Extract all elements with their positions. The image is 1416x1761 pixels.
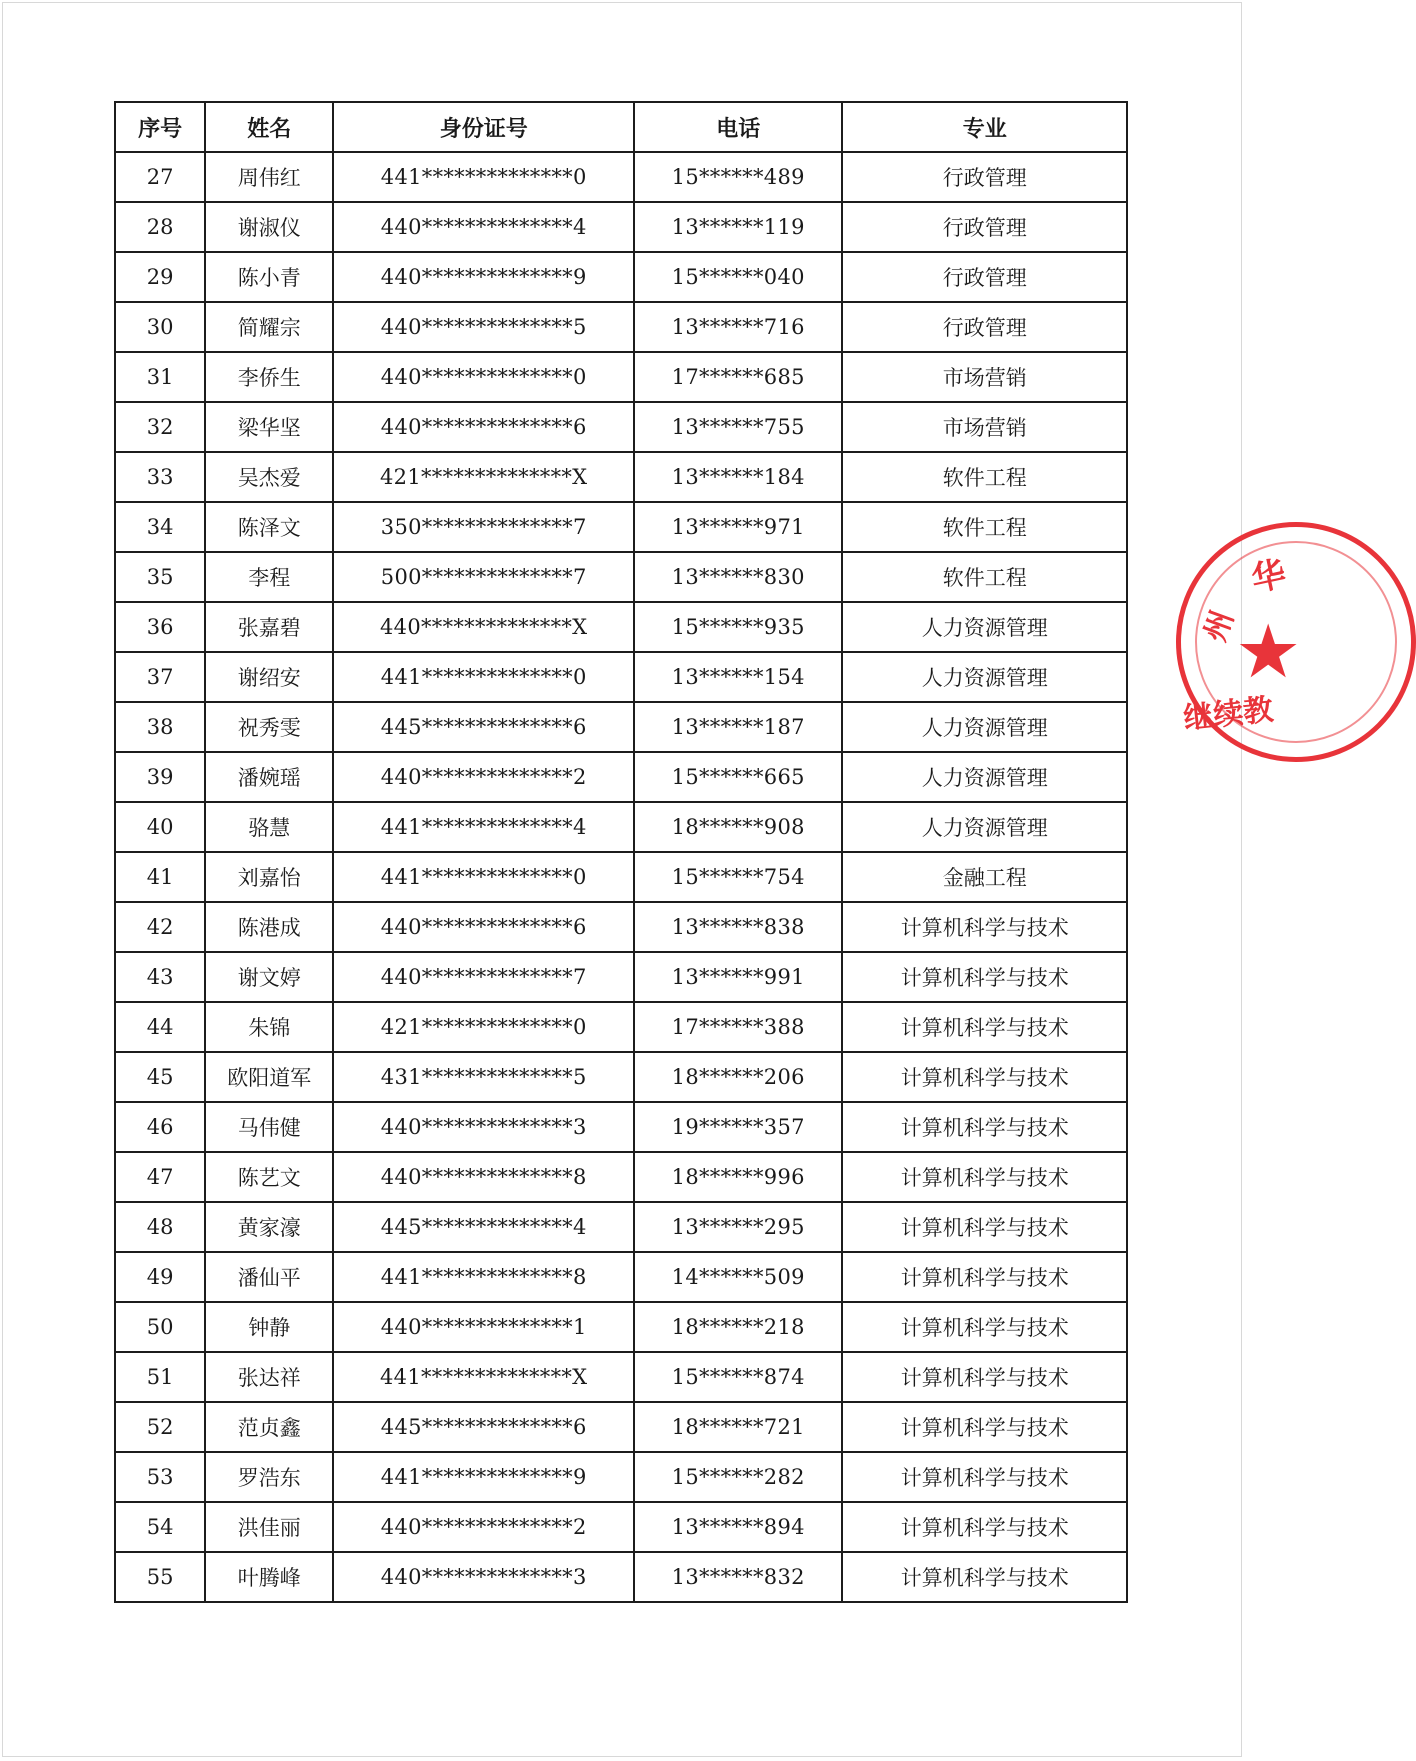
cell-index: 28 xyxy=(115,202,205,252)
cell-phone: 18******996 xyxy=(634,1152,842,1202)
cell-id-number: 440**************6 xyxy=(333,402,634,452)
cell-phone: 13******971 xyxy=(634,502,842,552)
seal-star-icon: ★ xyxy=(1235,609,1302,695)
table-row xyxy=(115,1502,1127,1552)
cell-major: 行政管理 xyxy=(842,152,1127,202)
cell-phone: 13******119 xyxy=(634,202,842,252)
cell-major: 计算机科学与技术 xyxy=(842,1302,1127,1352)
cell-phone: 13******838 xyxy=(634,902,842,952)
cell-index: 33 xyxy=(115,452,205,502)
cell-name: 陈泽文 xyxy=(205,502,333,552)
cell-phone: 13******154 xyxy=(634,652,842,702)
seal-text-top: 华 xyxy=(1247,553,1290,601)
header-index: 序号 xyxy=(115,102,205,152)
table-row xyxy=(115,1302,1127,1352)
table-row xyxy=(115,502,1127,552)
cell-major: 人力资源管理 xyxy=(842,602,1127,652)
cell-major: 计算机科学与技术 xyxy=(842,1052,1127,1102)
cell-id-number: 440**************5 xyxy=(333,302,634,352)
cell-name: 谢绍安 xyxy=(205,652,333,702)
header-phone: 电话 xyxy=(634,102,842,152)
cell-name: 张达祥 xyxy=(205,1352,333,1402)
cell-name: 陈港成 xyxy=(205,902,333,952)
cell-major: 软件工程 xyxy=(842,552,1127,602)
cell-major: 计算机科学与技术 xyxy=(842,1402,1127,1452)
cell-phone: 13******295 xyxy=(634,1202,842,1252)
cell-id-number: 445**************4 xyxy=(333,1202,634,1252)
cell-id-number: 441**************4 xyxy=(333,802,634,852)
cell-id-number: 441**************9 xyxy=(333,1452,634,1502)
table-row xyxy=(115,702,1127,752)
cell-index: 31 xyxy=(115,352,205,402)
table-row xyxy=(115,452,1127,502)
table-row xyxy=(115,852,1127,902)
cell-index: 36 xyxy=(115,602,205,652)
cell-name: 朱锦 xyxy=(205,1002,333,1052)
cell-id-number: 440**************0 xyxy=(333,352,634,402)
cell-index: 29 xyxy=(115,252,205,302)
cell-index: 30 xyxy=(115,302,205,352)
cell-major: 计算机科学与技术 xyxy=(842,952,1127,1002)
cell-id-number: 441**************8 xyxy=(333,1252,634,1302)
cell-id-number: 440**************X xyxy=(333,602,634,652)
cell-phone: 13******830 xyxy=(634,552,842,602)
table-row xyxy=(115,1552,1127,1602)
seal-text-bottom: 继续教 xyxy=(1181,692,1275,737)
table-row xyxy=(115,802,1127,852)
cell-index: 37 xyxy=(115,652,205,702)
cell-id-number: 500**************7 xyxy=(333,552,634,602)
cell-name: 李程 xyxy=(205,552,333,602)
cell-phone: 13******184 xyxy=(634,452,842,502)
cell-index: 51 xyxy=(115,1352,205,1402)
cell-major: 人力资源管理 xyxy=(842,752,1127,802)
cell-phone: 15******665 xyxy=(634,752,842,802)
cell-index: 34 xyxy=(115,502,205,552)
table-row xyxy=(115,1152,1127,1202)
cell-name: 简耀宗 xyxy=(205,302,333,352)
cell-index: 46 xyxy=(115,1102,205,1152)
cell-index: 49 xyxy=(115,1252,205,1302)
cell-index: 54 xyxy=(115,1502,205,1552)
table-row xyxy=(115,952,1127,1002)
roster-table xyxy=(114,101,1128,1603)
cell-major: 计算机科学与技术 xyxy=(842,1452,1127,1502)
cell-phone: 13******894 xyxy=(634,1502,842,1552)
header-name: 姓名 xyxy=(205,102,333,152)
cell-name: 谢文婷 xyxy=(205,952,333,1002)
cell-id-number: 445**************6 xyxy=(333,1402,634,1452)
cell-name: 梁华坚 xyxy=(205,402,333,452)
cell-id-number: 441**************X xyxy=(333,1352,634,1402)
cell-phone: 13******716 xyxy=(634,302,842,352)
cell-index: 48 xyxy=(115,1202,205,1252)
cell-major: 计算机科学与技术 xyxy=(842,1102,1127,1152)
cell-major: 计算机科学与技术 xyxy=(842,1152,1127,1202)
cell-major: 计算机科学与技术 xyxy=(842,1352,1127,1402)
seal-text-left: 州 xyxy=(1197,606,1241,647)
cell-phone: 17******685 xyxy=(634,352,842,402)
cell-major: 市场营销 xyxy=(842,402,1127,452)
cell-index: 50 xyxy=(115,1302,205,1352)
table-row xyxy=(115,252,1127,302)
cell-name: 刘嘉怡 xyxy=(205,852,333,902)
cell-phone: 15******754 xyxy=(634,852,842,902)
cell-phone: 19******357 xyxy=(634,1102,842,1152)
cell-phone: 15******040 xyxy=(634,252,842,302)
cell-name: 祝秀雯 xyxy=(205,702,333,752)
cell-id-number: 440**************7 xyxy=(333,952,634,1002)
cell-name: 范贞鑫 xyxy=(205,1402,333,1452)
cell-id-number: 441**************0 xyxy=(333,152,634,202)
cell-name: 叶腾峰 xyxy=(205,1552,333,1602)
cell-major: 行政管理 xyxy=(842,202,1127,252)
table-row xyxy=(115,1202,1127,1252)
cell-phone: 13******755 xyxy=(634,402,842,452)
table-row xyxy=(115,1252,1127,1302)
cell-name: 罗浩东 xyxy=(205,1452,333,1502)
cell-name: 陈艺文 xyxy=(205,1152,333,1202)
table-row xyxy=(115,552,1127,602)
cell-name: 黄家濠 xyxy=(205,1202,333,1252)
cell-phone: 18******908 xyxy=(634,802,842,852)
table-row xyxy=(115,352,1127,402)
cell-name: 骆慧 xyxy=(205,802,333,852)
cell-major: 行政管理 xyxy=(842,302,1127,352)
cell-major: 计算机科学与技术 xyxy=(842,1002,1127,1052)
cell-index: 40 xyxy=(115,802,205,852)
cell-id-number: 440**************2 xyxy=(333,1502,634,1552)
cell-phone: 18******721 xyxy=(634,1402,842,1452)
cell-phone: 13******832 xyxy=(634,1552,842,1602)
cell-id-number: 421**************0 xyxy=(333,1002,634,1052)
table-header-row xyxy=(115,102,1127,152)
cell-index: 52 xyxy=(115,1402,205,1452)
cell-index: 45 xyxy=(115,1052,205,1102)
header-id-number: 身份证号 xyxy=(333,102,634,152)
cell-major: 金融工程 xyxy=(842,852,1127,902)
table-row xyxy=(115,1052,1127,1102)
cell-major: 计算机科学与技术 xyxy=(842,1502,1127,1552)
cell-phone: 15******282 xyxy=(634,1452,842,1502)
cell-id-number: 440**************1 xyxy=(333,1302,634,1352)
cell-id-number: 441**************0 xyxy=(333,852,634,902)
cell-major: 计算机科学与技术 xyxy=(842,1252,1127,1302)
cell-phone: 13******991 xyxy=(634,952,842,1002)
cell-name: 欧阳道军 xyxy=(205,1052,333,1102)
cell-index: 32 xyxy=(115,402,205,452)
cell-index: 42 xyxy=(115,902,205,952)
table-row xyxy=(115,1352,1127,1402)
cell-name: 周伟红 xyxy=(205,152,333,202)
table-row xyxy=(115,402,1127,452)
cell-id-number: 421**************X xyxy=(333,452,634,502)
cell-major: 计算机科学与技术 xyxy=(842,1552,1127,1602)
cell-phone: 15******489 xyxy=(634,152,842,202)
table-row xyxy=(115,1102,1127,1152)
cell-id-number: 440**************8 xyxy=(333,1152,634,1202)
cell-name: 马伟健 xyxy=(205,1102,333,1152)
table-row xyxy=(115,1002,1127,1052)
table-body xyxy=(115,152,1127,1602)
table-row xyxy=(115,202,1127,252)
cell-major: 软件工程 xyxy=(842,502,1127,552)
table-row xyxy=(115,902,1127,952)
cell-major: 人力资源管理 xyxy=(842,702,1127,752)
cell-id-number: 440**************9 xyxy=(333,252,634,302)
cell-major: 计算机科学与技术 xyxy=(842,1202,1127,1252)
cell-index: 44 xyxy=(115,1002,205,1052)
cell-phone: 15******935 xyxy=(634,602,842,652)
cell-major: 人力资源管理 xyxy=(842,802,1127,852)
cell-name: 潘仙平 xyxy=(205,1252,333,1302)
cell-major: 市场营销 xyxy=(842,352,1127,402)
cell-index: 53 xyxy=(115,1452,205,1502)
cell-name: 吴杰爱 xyxy=(205,452,333,502)
cell-name: 钟静 xyxy=(205,1302,333,1352)
cell-index: 38 xyxy=(115,702,205,752)
cell-id-number: 440**************3 xyxy=(333,1552,634,1602)
cell-name: 谢淑仪 xyxy=(205,202,333,252)
cell-id-number: 350**************7 xyxy=(333,502,634,552)
table-row xyxy=(115,1402,1127,1452)
cell-phone: 17******388 xyxy=(634,1002,842,1052)
cell-name: 洪佳丽 xyxy=(205,1502,333,1552)
cell-name: 李侨生 xyxy=(205,352,333,402)
cell-major: 人力资源管理 xyxy=(842,652,1127,702)
cell-index: 35 xyxy=(115,552,205,602)
cell-index: 43 xyxy=(115,952,205,1002)
cell-id-number: 440**************3 xyxy=(333,1102,634,1152)
table-row xyxy=(115,652,1127,702)
cell-name: 张嘉碧 xyxy=(205,602,333,652)
table-row xyxy=(115,1452,1127,1502)
cell-major: 行政管理 xyxy=(842,252,1127,302)
cell-index: 55 xyxy=(115,1552,205,1602)
cell-index: 39 xyxy=(115,752,205,802)
table-row xyxy=(115,302,1127,352)
cell-phone: 15******874 xyxy=(634,1352,842,1402)
table-row xyxy=(115,602,1127,652)
cell-index: 47 xyxy=(115,1152,205,1202)
table-row xyxy=(115,152,1127,202)
cell-id-number: 440**************4 xyxy=(333,202,634,252)
cell-name: 陈小青 xyxy=(205,252,333,302)
cell-id-number: 431**************5 xyxy=(333,1052,634,1102)
cell-id-number: 440**************6 xyxy=(333,902,634,952)
cell-index: 41 xyxy=(115,852,205,902)
header-major: 专业 xyxy=(842,102,1127,152)
cell-phone: 13******187 xyxy=(634,702,842,752)
cell-name: 潘婉瑶 xyxy=(205,752,333,802)
cell-index: 27 xyxy=(115,152,205,202)
cell-phone: 18******218 xyxy=(634,1302,842,1352)
table-row xyxy=(115,752,1127,802)
cell-major: 计算机科学与技术 xyxy=(842,902,1127,952)
cell-id-number: 445**************6 xyxy=(333,702,634,752)
cell-phone: 18******206 xyxy=(634,1052,842,1102)
cell-phone: 14******509 xyxy=(634,1252,842,1302)
cell-major: 软件工程 xyxy=(842,452,1127,502)
cell-id-number: 440**************2 xyxy=(333,752,634,802)
cell-id-number: 441**************0 xyxy=(333,652,634,702)
